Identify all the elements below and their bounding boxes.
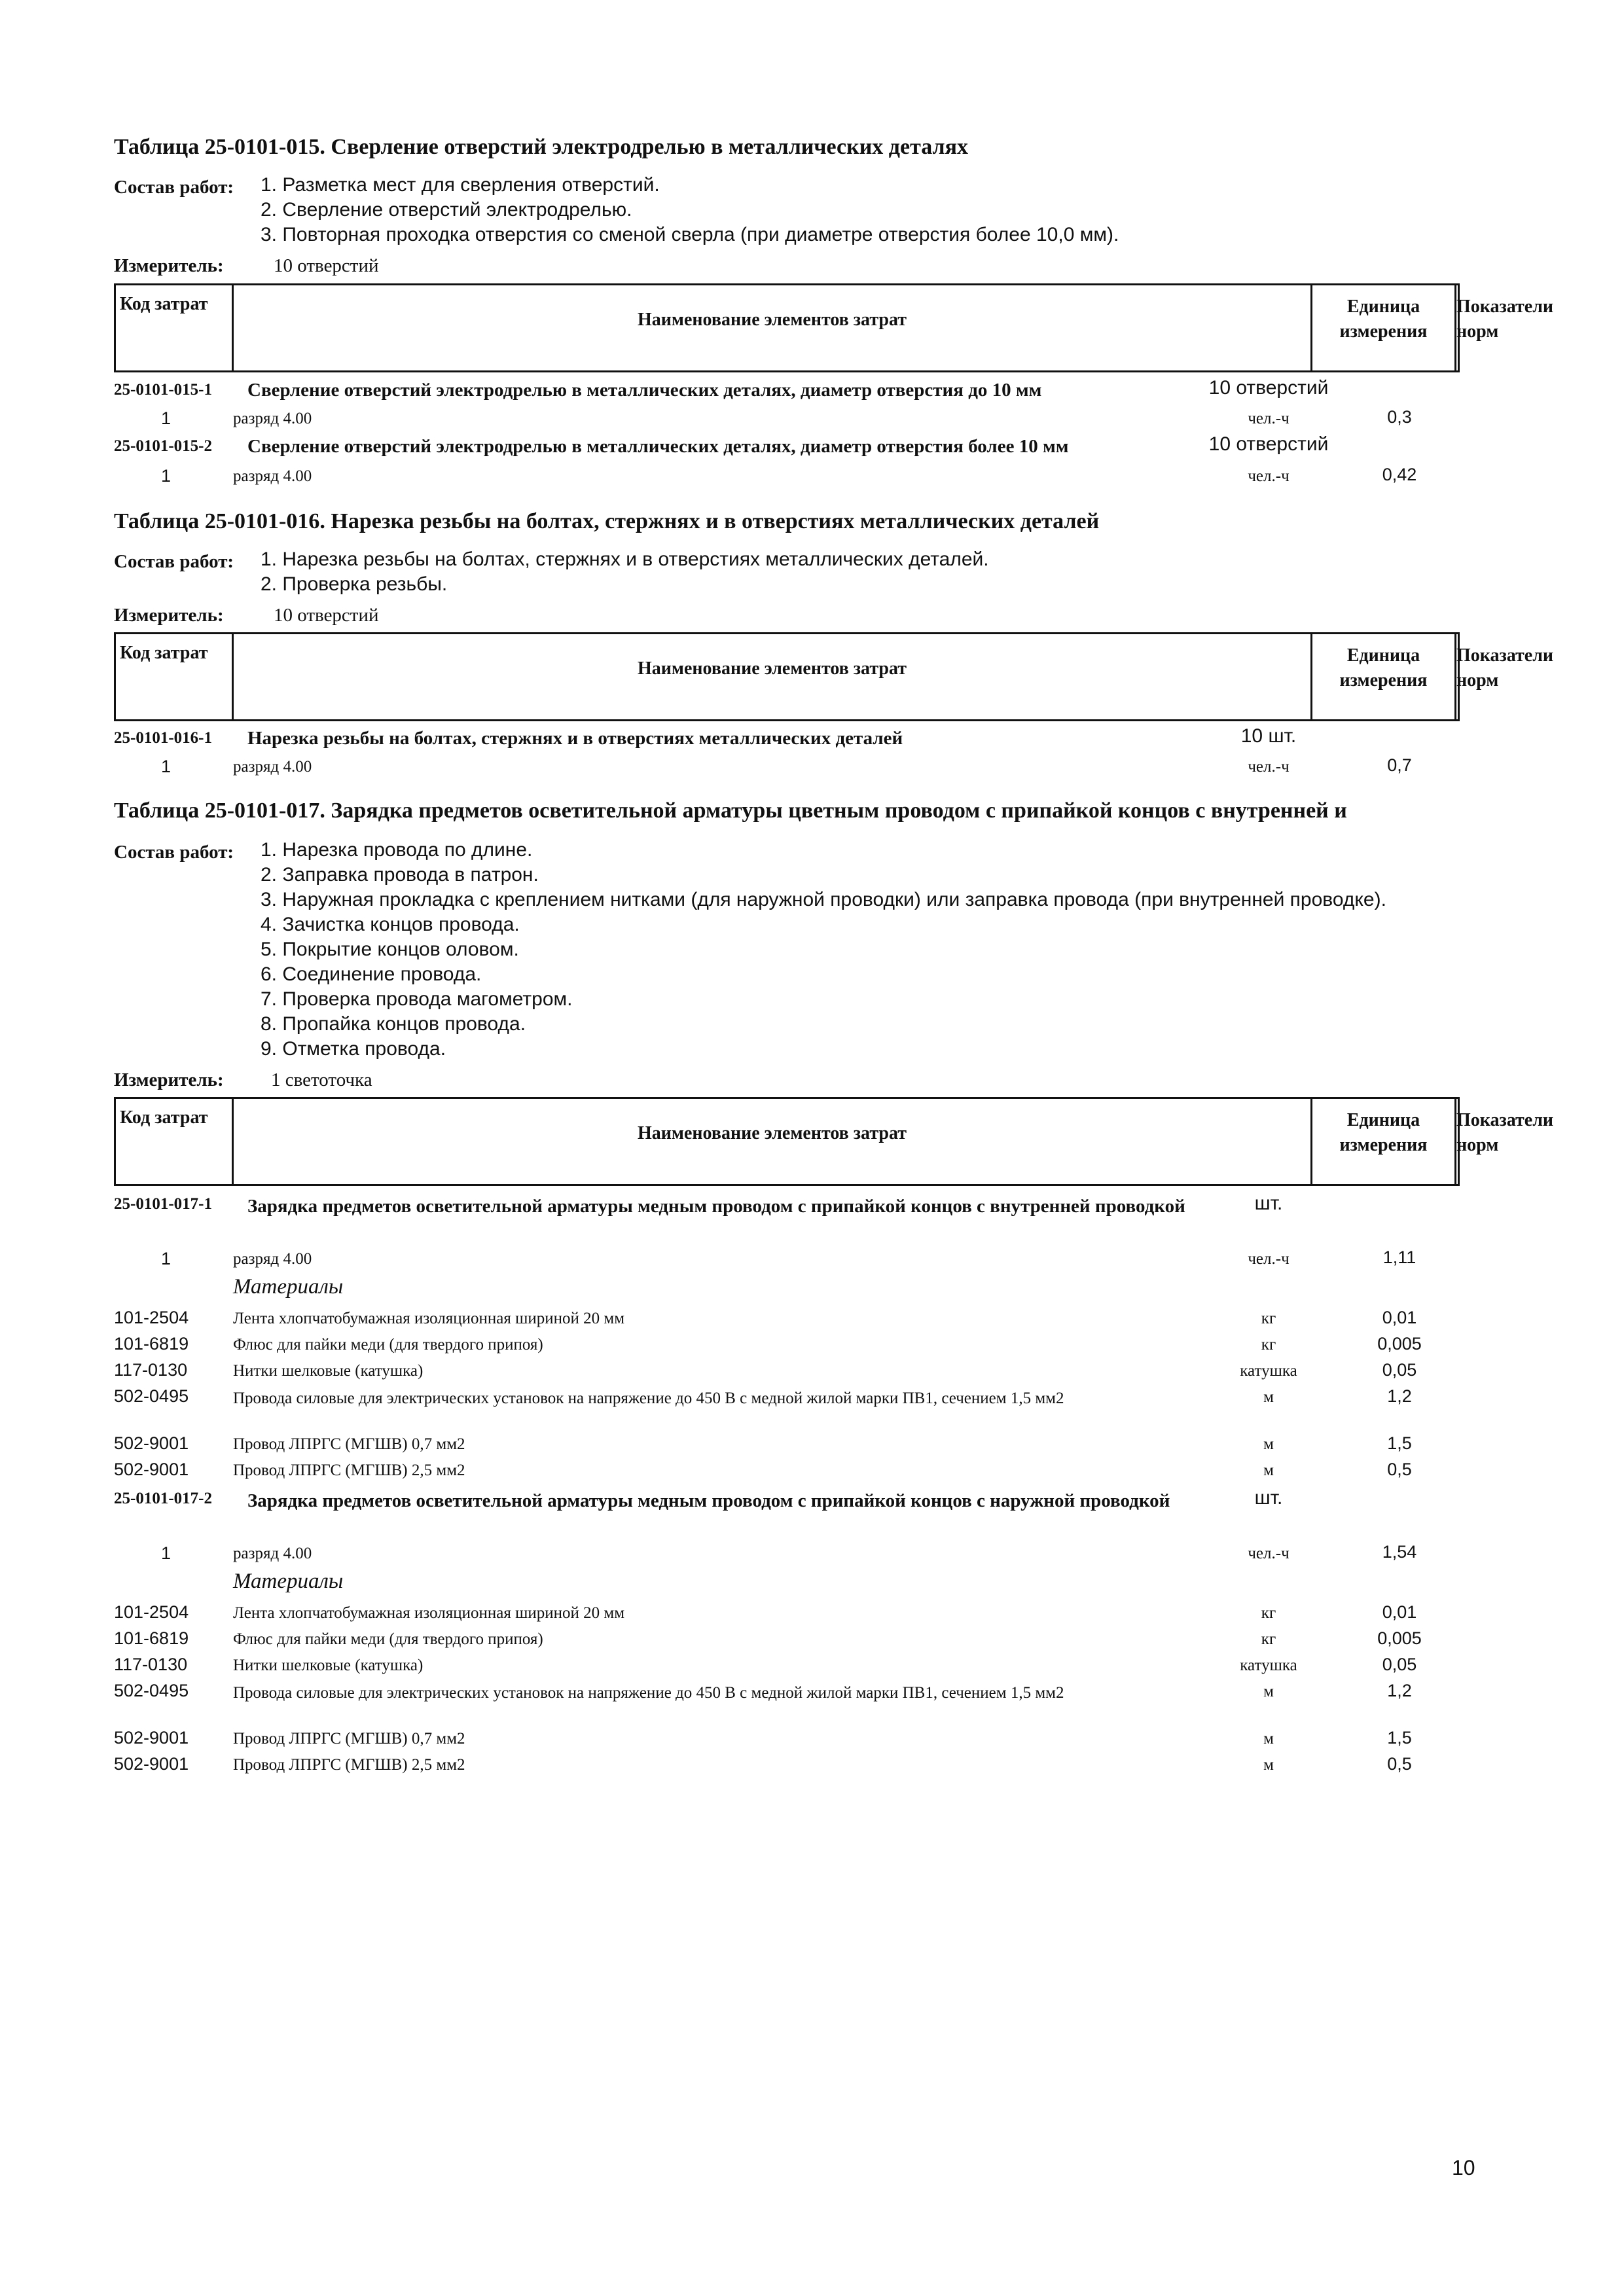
material-value: 1,2 <box>1387 1386 1412 1406</box>
work-item: 1. Нарезка резьбы на болтах, стержнях и в отверстиях металлических деталей. <box>261 548 989 570</box>
material-value: 0,01 <box>1382 1602 1417 1622</box>
material-name: Провода силовые для электрических установок на напряжение до 450 В с медной жилой марки ПВ1, сечением 1,5 мм2 <box>233 1390 1064 1407</box>
material-name: Нитки шелковые (катушка) <box>233 1362 424 1380</box>
header-unit: Единица измерения <box>1312 634 1456 719</box>
work-item: 5. Покрытие концов оловом. <box>261 939 519 960</box>
material-code: 101-2504 <box>114 1602 189 1622</box>
work-item: 2. Сверление отверстий электродрелью. <box>261 199 632 221</box>
material-value: 0,005 <box>1377 1628 1422 1648</box>
material-code: 101-6819 <box>114 1628 189 1648</box>
material-code: 502-9001 <box>114 1728 189 1748</box>
material-value: 0,005 <box>1377 1334 1422 1354</box>
material-value: 0,05 <box>1382 1360 1417 1380</box>
table-016-title: Таблица 25-0101-016. Нарезка резьбы на болтах, стержнях и в отверстиях металлических деталей <box>114 509 1100 533</box>
row-code: 25-0101-017-2 <box>114 1490 212 1507</box>
material-code: 502-0495 <box>114 1681 189 1700</box>
meter-label: Измеритель: <box>114 255 224 276</box>
row-code: 25-0101-015-2 <box>114 437 212 455</box>
header-code: Код затрат <box>116 1099 234 1184</box>
row-name: Нарезка резьбы на болтах, стержнях и в отверстиях металлических деталей <box>247 728 903 749</box>
sub-value: 0,7 <box>1387 755 1412 775</box>
table-header <box>114 632 1554 721</box>
sub-name: разряд 4.00 <box>233 467 312 485</box>
material-value: 0,05 <box>1382 1655 1417 1674</box>
meter-label: Измеритель: <box>114 1069 224 1090</box>
sub-unit: чел.-ч <box>1248 758 1290 776</box>
header-norm: Показатели норм <box>1456 645 1554 691</box>
row-unit: 10 отверстий <box>1208 433 1329 455</box>
material-code: 117-0130 <box>114 1655 188 1674</box>
material-unit: кг <box>1261 1336 1276 1354</box>
meter-value: 10 отверстий <box>274 255 379 276</box>
header-name: Наименование элементов затрат <box>234 285 1312 370</box>
row-name: Сверление отверстий электродрелью в металлических деталях, диаметр отверстия до 10 мм <box>247 380 1042 401</box>
work-item: 6. Соединение провода. <box>261 963 482 985</box>
material-name: Лента хлопчатобумажная изоляционная шириной 20 мм <box>233 1604 625 1622</box>
row-unit: 10 отверстий <box>1208 377 1329 399</box>
sub-unit: чел.-ч <box>1248 410 1290 427</box>
sub-value: 0,42 <box>1382 465 1417 484</box>
work-item: 3. Наружная прокладка с креплением нитками (для наружной проводки) или заправка провода (при внутренней проводке). <box>261 889 1386 910</box>
row-name: Сверление отверстий электродрелью в металлических деталях, диаметр отверстия более 10 мм <box>247 436 1069 457</box>
row-code: 25-0101-016-1 <box>114 729 212 747</box>
work-item: 1. Разметка мест для сверления отверстий. <box>261 174 660 196</box>
material-code: 502-9001 <box>114 1460 189 1479</box>
work-item: 1. Нарезка провода по длине. <box>261 839 533 861</box>
composition-label: Состав работ: <box>114 551 234 572</box>
material-unit: м <box>1263 1462 1274 1479</box>
material-name: Провода силовые для электрических установок на напряжение до 450 В с медной жилой марки ПВ1, сечением 1,5 мм2 <box>233 1684 1064 1702</box>
sub-code: 1 <box>161 1249 171 1268</box>
work-item: 8. Пропайка концов провода. <box>261 1013 526 1035</box>
sub-name: разряд 4.00 <box>233 1545 312 1562</box>
header-name: Наименование элементов затрат <box>234 1099 1312 1184</box>
sub-code: 1 <box>161 1543 171 1563</box>
composition-label: Состав работ: <box>114 842 234 863</box>
sub-name: разряд 4.00 <box>233 758 312 776</box>
material-name: Флюс для пайки меди (для твердого припоя) <box>233 1336 543 1354</box>
sub-value: 1,11 <box>1382 1247 1416 1267</box>
material-name: Флюс для пайки меди (для твердого припоя) <box>233 1630 543 1648</box>
material-name: Провод ЛПРГС (МГШВ) 2,5 мм2 <box>233 1462 465 1479</box>
material-value: 0,5 <box>1387 1460 1412 1479</box>
material-value: 1,5 <box>1387 1433 1412 1453</box>
materials-heading: Материалы <box>233 1570 344 1593</box>
row-code: 25-0101-017-1 <box>114 1195 212 1213</box>
material-code: 502-9001 <box>114 1754 189 1774</box>
material-name: Провод ЛПРГС (МГШВ) 0,7 мм2 <box>233 1435 465 1453</box>
row-name: Зарядка предметов осветительной арматуры медным проводом с припайкой концов с внутренней проводкой <box>247 1196 1185 1217</box>
work-item: 2. Проверка резьбы. <box>261 573 448 595</box>
meter-value: 10 отверстий <box>274 605 379 626</box>
meter-value: 1 светоточка <box>271 1069 372 1090</box>
material-unit: м <box>1263 1435 1274 1453</box>
sub-code: 1 <box>161 757 171 776</box>
work-item: 7. Проверка провода магометром. <box>261 988 573 1010</box>
meter-label: Измеритель: <box>114 605 224 626</box>
material-code: 101-2504 <box>114 1308 189 1327</box>
material-name: Лента хлопчатобумажная изоляционная шириной 20 мм <box>233 1310 625 1327</box>
sub-code: 1 <box>161 408 171 428</box>
header-unit: Единица измерения <box>1312 285 1456 370</box>
material-unit: кг <box>1261 1630 1276 1648</box>
table-header <box>114 1097 1554 1186</box>
material-unit: кг <box>1261 1310 1276 1327</box>
table-017-title: Таблица 25-0101-017. Зарядка предметов осветительной арматуры цветным проводом с припайкой концов с внутренней и <box>114 798 1347 823</box>
header-name: Наименование элементов затрат <box>234 634 1312 719</box>
header-norm: Показатели норм <box>1456 1110 1554 1155</box>
work-item: 9. Отметка провода. <box>261 1038 446 1060</box>
material-code: 117-0130 <box>114 1360 188 1380</box>
material-value: 0,5 <box>1387 1754 1412 1774</box>
sub-unit: чел.-ч <box>1248 467 1290 485</box>
row-unit: шт. <box>1254 1193 1283 1214</box>
sub-unit: чел.-ч <box>1248 1545 1290 1562</box>
header-code: Код затрат <box>116 285 234 370</box>
material-code: 101-6819 <box>114 1334 189 1354</box>
sub-value: 1,54 <box>1382 1542 1417 1562</box>
composition-label: Состав работ: <box>114 177 234 198</box>
work-item: 4. Зачистка концов провода. <box>261 914 520 935</box>
material-name: Провод ЛПРГС (МГШВ) 2,5 мм2 <box>233 1756 465 1774</box>
row-unit: шт. <box>1254 1487 1283 1509</box>
work-item: 3. Повторная проходка отверстия со сменой сверла (при диаметре отверстия более 10,0 мм). <box>261 224 1119 245</box>
material-code: 502-9001 <box>114 1433 189 1453</box>
material-unit: м <box>1263 1388 1274 1406</box>
header-norm: Показатели норм <box>1456 296 1554 342</box>
table-015-title: Таблица 25-0101-015. Сверление отверстий электродрелью в металлических деталях <box>114 135 968 159</box>
material-value: 1,2 <box>1387 1681 1412 1700</box>
sub-name: разряд 4.00 <box>233 1250 312 1268</box>
material-unit: катушка <box>1240 1657 1297 1674</box>
sub-unit: чел.-ч <box>1248 1250 1290 1268</box>
row-unit: 10 шт. <box>1240 725 1297 747</box>
material-value: 0,01 <box>1382 1308 1417 1327</box>
row-code: 25-0101-015-1 <box>114 381 212 399</box>
work-item: 2. Заправка провода в патрон. <box>261 864 539 886</box>
material-unit: м <box>1263 1683 1274 1700</box>
material-unit: катушка <box>1240 1362 1297 1380</box>
materials-heading: Материалы <box>233 1275 344 1299</box>
header-unit: Единица измерения <box>1312 1099 1456 1184</box>
material-value: 1,5 <box>1387 1728 1412 1748</box>
material-code: 502-0495 <box>114 1386 189 1406</box>
material-unit: м <box>1263 1756 1274 1774</box>
table-header <box>114 283 1554 372</box>
header-code: Код затрат <box>116 634 234 719</box>
material-name: Провод ЛПРГС (МГШВ) 0,7 мм2 <box>233 1730 465 1748</box>
sub-name: разряд 4.00 <box>233 410 312 427</box>
sub-value: 0,3 <box>1387 407 1412 427</box>
sub-code: 1 <box>161 466 171 486</box>
material-unit: м <box>1263 1730 1274 1748</box>
material-name: Нитки шелковые (катушка) <box>233 1657 424 1674</box>
page-number: 10 <box>1452 2156 1475 2179</box>
material-unit: кг <box>1261 1604 1276 1622</box>
row-name: Зарядка предметов осветительной арматуры медным проводом с припайкой концов с наружной проводкой <box>247 1490 1170 1511</box>
